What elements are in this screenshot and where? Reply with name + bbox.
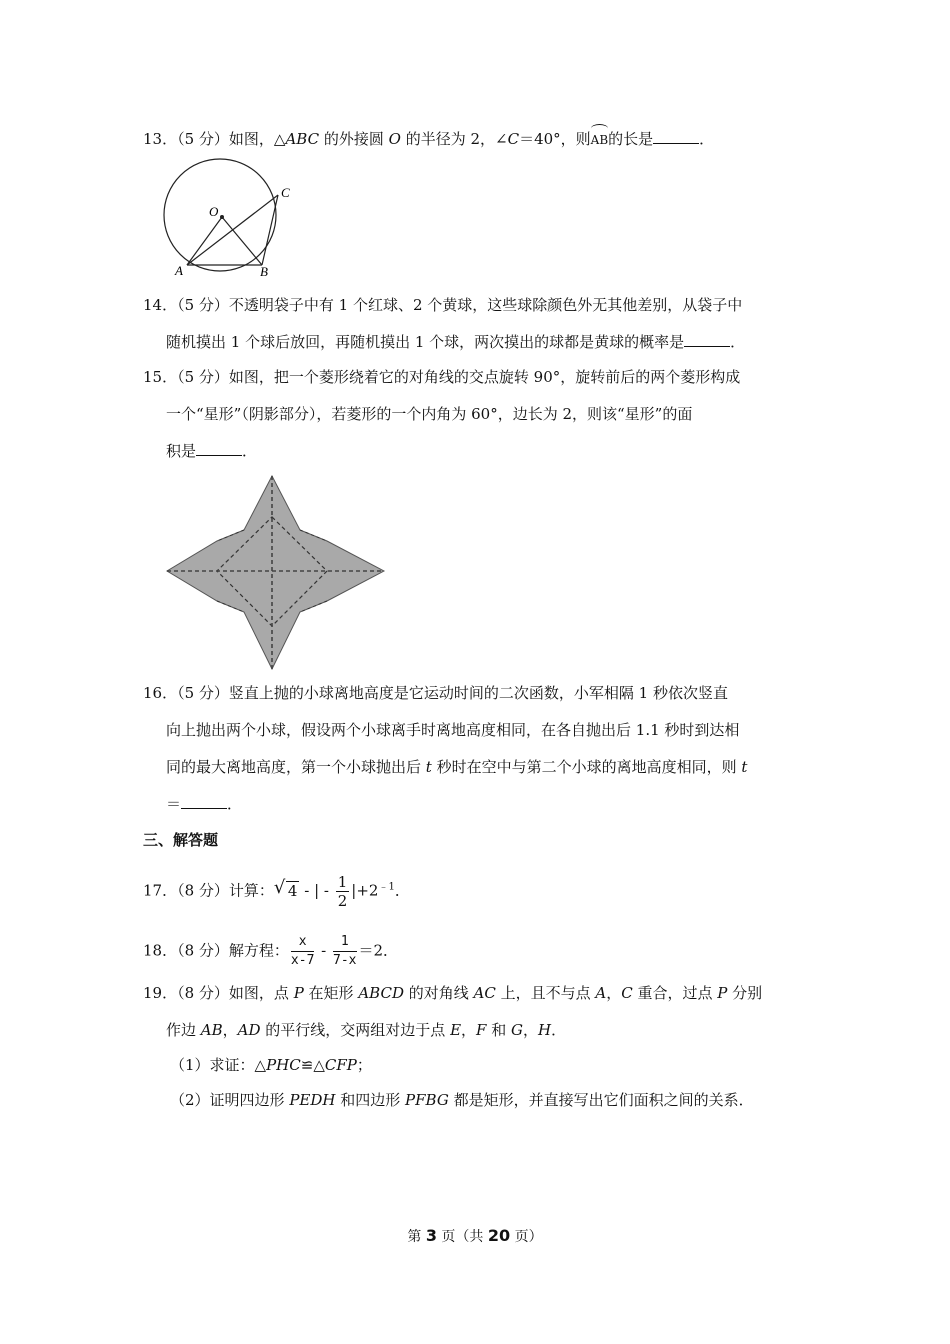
text: 秒时在空中与第二个小球的离地高度相同，则 bbox=[431, 758, 742, 776]
text: 都是矩形，并直接写出它们面积之间的关系． bbox=[448, 1091, 754, 1109]
text: ． bbox=[394, 881, 410, 900]
text: 和四边形 bbox=[335, 1091, 406, 1109]
math-var: A bbox=[595, 984, 607, 1002]
math-var: C bbox=[621, 984, 633, 1002]
text: ≌△ bbox=[300, 1056, 325, 1074]
text: ． bbox=[227, 795, 243, 813]
question-18 bbox=[143, 933, 398, 970]
denominator: x-7 bbox=[290, 953, 315, 968]
math-var: ABC bbox=[285, 130, 320, 148]
answer-blank bbox=[684, 332, 730, 347]
question-number: 15． bbox=[143, 368, 178, 386]
total-pages: 20 bbox=[487, 1226, 511, 1245]
math-var: t bbox=[741, 758, 748, 776]
text: 同的最大离地高度，第一个小球抛出后 bbox=[166, 758, 426, 776]
question-16-line-4 bbox=[166, 794, 242, 814]
math-var: AB bbox=[200, 1021, 223, 1039]
label-o: O bbox=[209, 204, 219, 219]
numerator: 1 bbox=[333, 933, 356, 952]
question-17 bbox=[143, 873, 410, 910]
text: 的外接圆 bbox=[319, 130, 389, 148]
question-14-line-1 bbox=[143, 295, 742, 315]
text: 积是 bbox=[166, 442, 197, 460]
label-b: B bbox=[260, 264, 268, 279]
text: 的平行线，交两组对边于点 bbox=[260, 1021, 451, 1039]
text: ， bbox=[461, 1021, 477, 1039]
math-var: E bbox=[450, 1021, 462, 1039]
points: （8 分） bbox=[177, 984, 229, 1002]
question-19-line-1 bbox=[143, 983, 762, 1003]
text: ＝40°，则 bbox=[519, 130, 591, 148]
fraction-1 bbox=[291, 933, 314, 970]
center-point bbox=[220, 215, 224, 219]
text: 不透明袋子中有 1 个红球、2 个黄球，这些球除颜色外无其他差别，从袋子中 bbox=[228, 296, 743, 314]
points: （5 分） bbox=[177, 684, 229, 702]
answer-blank bbox=[653, 129, 699, 144]
text: 的长是 bbox=[608, 130, 654, 148]
denominator: 2 bbox=[337, 892, 348, 910]
math-var: P bbox=[717, 984, 728, 1002]
label-c: C bbox=[281, 185, 290, 200]
segment-ob bbox=[222, 217, 262, 265]
fraction-2 bbox=[333, 933, 356, 970]
page-footer bbox=[0, 1226, 950, 1246]
label-a: A bbox=[175, 263, 183, 278]
text: 页） bbox=[510, 1229, 543, 1245]
math-var: CFP bbox=[324, 1056, 357, 1074]
answer-blank bbox=[196, 441, 242, 456]
text: ， bbox=[522, 1021, 538, 1039]
arc-ab: AB bbox=[591, 127, 608, 150]
points: （8 分） bbox=[177, 941, 229, 960]
question-19-part-1 bbox=[170, 1055, 372, 1075]
text: 一个“星形”（阴影部分），若菱形的一个内角为 60°，边长为 2，则该“星形”的面 bbox=[166, 405, 693, 423]
question-16-line-3 bbox=[166, 757, 747, 777]
question-19-line-2 bbox=[166, 1020, 566, 1040]
math-var: PHC bbox=[266, 1056, 301, 1074]
text: 随机摸出 1 个球后放回，再随机摸出 1 个球，两次摸出的球都是黄球的概率是 bbox=[166, 333, 685, 351]
text: 作边 bbox=[166, 1021, 201, 1039]
math-var: H bbox=[538, 1021, 552, 1039]
math-var: O bbox=[388, 130, 401, 148]
math-var: G bbox=[511, 1021, 523, 1039]
numerator: x bbox=[291, 933, 314, 952]
text: （1）求证：△ bbox=[170, 1056, 267, 1074]
question-16-line-2 bbox=[166, 720, 739, 740]
square-root bbox=[273, 876, 300, 901]
page-number: 3 bbox=[425, 1226, 437, 1245]
text: 如图，把一个菱形绕着它的对角线的交点旋转 90°，旋转前后的两个菱形构成 bbox=[228, 368, 741, 386]
math-var: PFBG bbox=[405, 1091, 449, 1109]
circumcircle bbox=[164, 159, 276, 271]
text: 第 bbox=[407, 1229, 426, 1245]
question-15-line-3 bbox=[166, 441, 257, 461]
text: 解方程： bbox=[228, 941, 289, 960]
text: 计算： bbox=[228, 881, 274, 900]
text: ； bbox=[356, 1056, 372, 1074]
text: ． bbox=[699, 130, 715, 148]
denominator: 7-x bbox=[333, 953, 357, 968]
section-heading: 三、解答题 bbox=[143, 831, 219, 849]
question-number: 18． bbox=[143, 941, 178, 960]
question-19-part-2 bbox=[170, 1090, 754, 1110]
math-var: P bbox=[293, 984, 304, 1002]
text: 上，且不与点 bbox=[495, 984, 596, 1002]
text: - bbox=[316, 941, 332, 960]
answer-blank bbox=[181, 794, 227, 809]
text: 在矩形 bbox=[303, 984, 359, 1002]
circle-figure bbox=[160, 155, 300, 280]
math-var: AC bbox=[473, 984, 496, 1002]
text: 如图，点 bbox=[228, 984, 294, 1002]
text: ＝2． bbox=[358, 941, 399, 960]
star-shape bbox=[167, 476, 384, 669]
text: 分别 bbox=[727, 984, 763, 1002]
star-figure bbox=[164, 474, 388, 674]
question-number: 19． bbox=[143, 984, 178, 1002]
text: 向上抛出两个小球，假设两个小球离手时离地高度相同，在各自抛出后 1.1 秒时到达相 bbox=[166, 721, 740, 739]
numerator: 1 bbox=[337, 873, 348, 891]
math-var: t bbox=[425, 758, 432, 776]
text: 竖直上抛的小球离地高度是它运动时间的二次函数，小军相隔 1 秒依次竖直 bbox=[228, 684, 728, 702]
fraction bbox=[336, 873, 350, 910]
text: 的半径为 2，∠ bbox=[400, 130, 508, 148]
points: （8 分） bbox=[177, 881, 229, 900]
text: ． bbox=[242, 442, 258, 460]
text: 如图，△ bbox=[228, 130, 286, 148]
question-15-line-2 bbox=[166, 404, 692, 424]
text: |+2 bbox=[351, 881, 379, 900]
exponent: ﹣1 bbox=[378, 881, 395, 893]
text: （2）证明四边形 bbox=[170, 1091, 290, 1109]
question-number: 17． bbox=[143, 881, 178, 900]
text: - | - bbox=[299, 881, 334, 900]
points: （5 分） bbox=[177, 130, 229, 148]
segment-oa bbox=[187, 217, 222, 265]
text: 的对角线 bbox=[403, 984, 474, 1002]
text: ＝ bbox=[166, 795, 182, 813]
points: （5 分） bbox=[177, 296, 229, 314]
math-var: AD bbox=[237, 1021, 261, 1039]
question-14-line-2 bbox=[166, 332, 745, 352]
text: 页（共 bbox=[436, 1229, 488, 1245]
text: ． bbox=[551, 1021, 567, 1039]
text: ， bbox=[222, 1021, 238, 1039]
text: 重合，过点 bbox=[632, 984, 718, 1002]
math-var: ABCD bbox=[358, 984, 404, 1002]
text: ． bbox=[730, 333, 746, 351]
points: （5 分） bbox=[177, 368, 229, 386]
math-var: F bbox=[476, 1021, 487, 1039]
text: 和 bbox=[486, 1021, 511, 1039]
question-number: 13． bbox=[143, 130, 178, 148]
radical-sign: √ bbox=[273, 876, 286, 898]
question-number: 14． bbox=[143, 296, 178, 314]
question-16-line-1 bbox=[143, 683, 728, 703]
radicand: 4 bbox=[287, 881, 298, 900]
question-number: 16． bbox=[143, 684, 178, 702]
question-15-line-1 bbox=[143, 367, 740, 387]
math-var: PEDH bbox=[289, 1091, 336, 1109]
question-13 bbox=[143, 127, 714, 150]
text: ， bbox=[606, 984, 622, 1002]
math-var: C bbox=[507, 130, 520, 148]
